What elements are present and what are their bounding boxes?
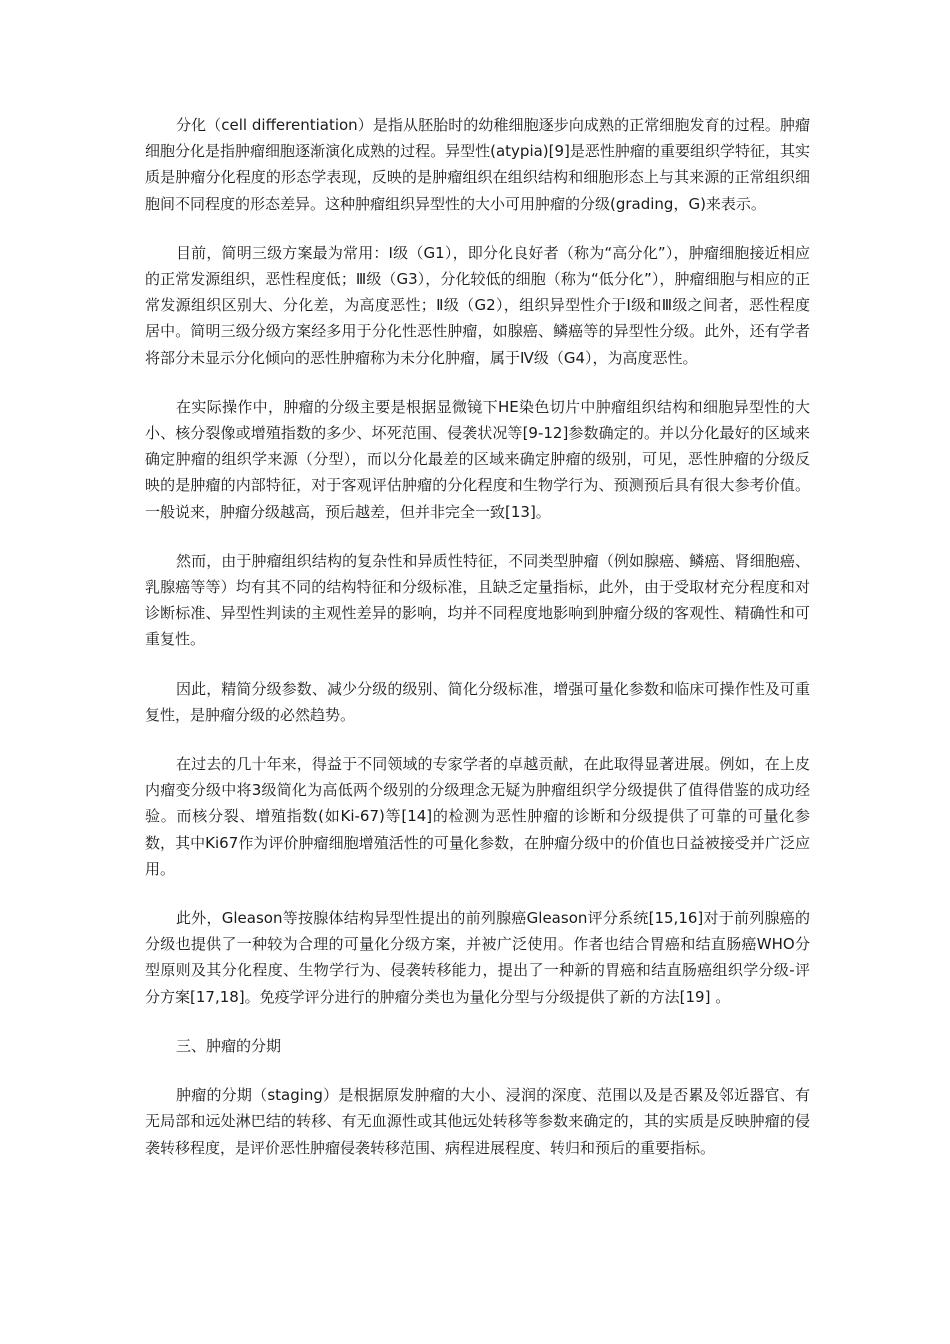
- document-body: [145, 112, 810, 1184]
- section-heading-staging: 三、肿瘤的分期: [176, 1036, 282, 1055]
- paragraph-grading-practice: 在实际操作中，肿瘤的分级主要是根据显微镜下HE染色切片中肿瘤组织结构和细胞异型性的大小、核分裂像或增殖指数的多少、坏死范围、侵袭状况等[9-12]参数确定的。并以分化最好的区域来确定肿瘤的组织学来源（分型），而以分化最差的区域来确定肿瘤的级别，可见，恶性肿瘤的分级反映的是肿瘤的内部特征，对于客观评估肿瘤的分化程度和生物学行为、预测预后具有很大参考价值。一般说来，肿瘤分级越高，预后越差，但并非完全一致[13]。: [145, 397, 810, 521]
- paragraph-heterogeneity: 然而，由于肿瘤组织结构的复杂性和异质性特征，不同类型肿瘤（例如腺癌、鳞癌、肾细胞癌、乳腺癌等等）均有其不同的结构特征和分级标准，且缺乏定量指标，此外，由于受取材充分程度和对诊断标准、异型性判读的主观性差异的影响，均并不同程度地影响到肿瘤分级的客观性、精确性和可重复性。: [145, 551, 810, 649]
- paragraph-simplification-trend: 因此，精简分级参数、减少分级的级别、简化分级标准，增强可量化参数和临床可操作性及可重复性，是肿瘤分级的必然趋势。: [145, 679, 810, 724]
- paragraph-staging: 肿瘤的分期（staging）是根据原发肿瘤的大小、浸润的深度、范围以及是否累及邻近器官、有无局部和远处淋巴结的转移、有无血源性或其他远处转移等参数来确定的，其的实质是反映肿瘤的侵袭转移程度，是评价恶性肿瘤侵袭转移范围、病程进展程度、转归和预后的重要指标。: [145, 1086, 810, 1157]
- paragraph-gleason: 此外，Gleason等按腺体结构异型性提出的前列腺癌Gleason评分系统[15,16]对于前列腺癌的分级也提供了一种较为合理的可量化分级方案，并被广泛使用。作者也结合胃癌和结直肠癌WHO分型原则及其分化程度、生物学行为、侵袭转移能力，提出了一种新的胃癌和结直肠癌组织学分级-评分方案[17,18]。免疫学评分进行的肿瘤分类也为量化分型与分级提供了新的方法[19] 。: [145, 909, 810, 1006]
- paragraph-progress: 在过去的几十年来，得益于不同领域的专家学者的卓越贡献，在此取得显著进展。例如，在上皮内瘤变分级中将3级简化为高低两个级别的分级理念无疑为肿瘤组织学分级提供了值得借鉴的成功经验。而核分裂、增殖指数(如Ki-67)等[14]的检测为恶性肿瘤的诊断和分级提供了可靠的可量化参数，其中Ki67作为评价肿瘤细胞增殖活性的可量化参数，在肿瘤分级中的价值也日益被接受并广泛应用。: [145, 755, 810, 878]
- paragraph-cell-differentiation: 分化（cell differentiation）是指从胚胎时的幼稚细胞逐步向成熟的正常细胞发育的过程。肿瘤细胞分化是指肿瘤细胞逐渐演化成熟的过程。异型性(atypia)[9]是恶性肿瘤的重要组织学特征，其实质是肿瘤分化程度的形态学表现，反映的是肿瘤组织在组织结构和细胞形态上与其来源的正常组织细胞间不同程度的形态差异。这种肿瘤组织异型性的大小可用肿瘤的分级(grading，G)来表示。: [145, 116, 810, 213]
- paragraph-three-grade-scheme: 目前，简明三级方案最为常用：Ⅰ级（G1），即分化良好者（称为“高分化”），肿瘤细胞接近相应的正常发源组织，恶性程度低；Ⅲ级（G3），分化较低的细胞（称为“低分化”），肿瘤细胞与相应的正常发源组织区别大、分化差，为高度恶性；Ⅱ级（G2），组织异型性介于Ⅰ级和Ⅲ级之间者，恶性程度居中。简明三级分级方案经多用于分化性恶性肿瘤，如腺癌、鳞癌等的异型性分级。此外，还有学者将部分未显示分化倾向的恶性肿瘤称为未分化肿瘤，属于Ⅳ级（G4），为高度恶性。: [145, 243, 810, 367]
